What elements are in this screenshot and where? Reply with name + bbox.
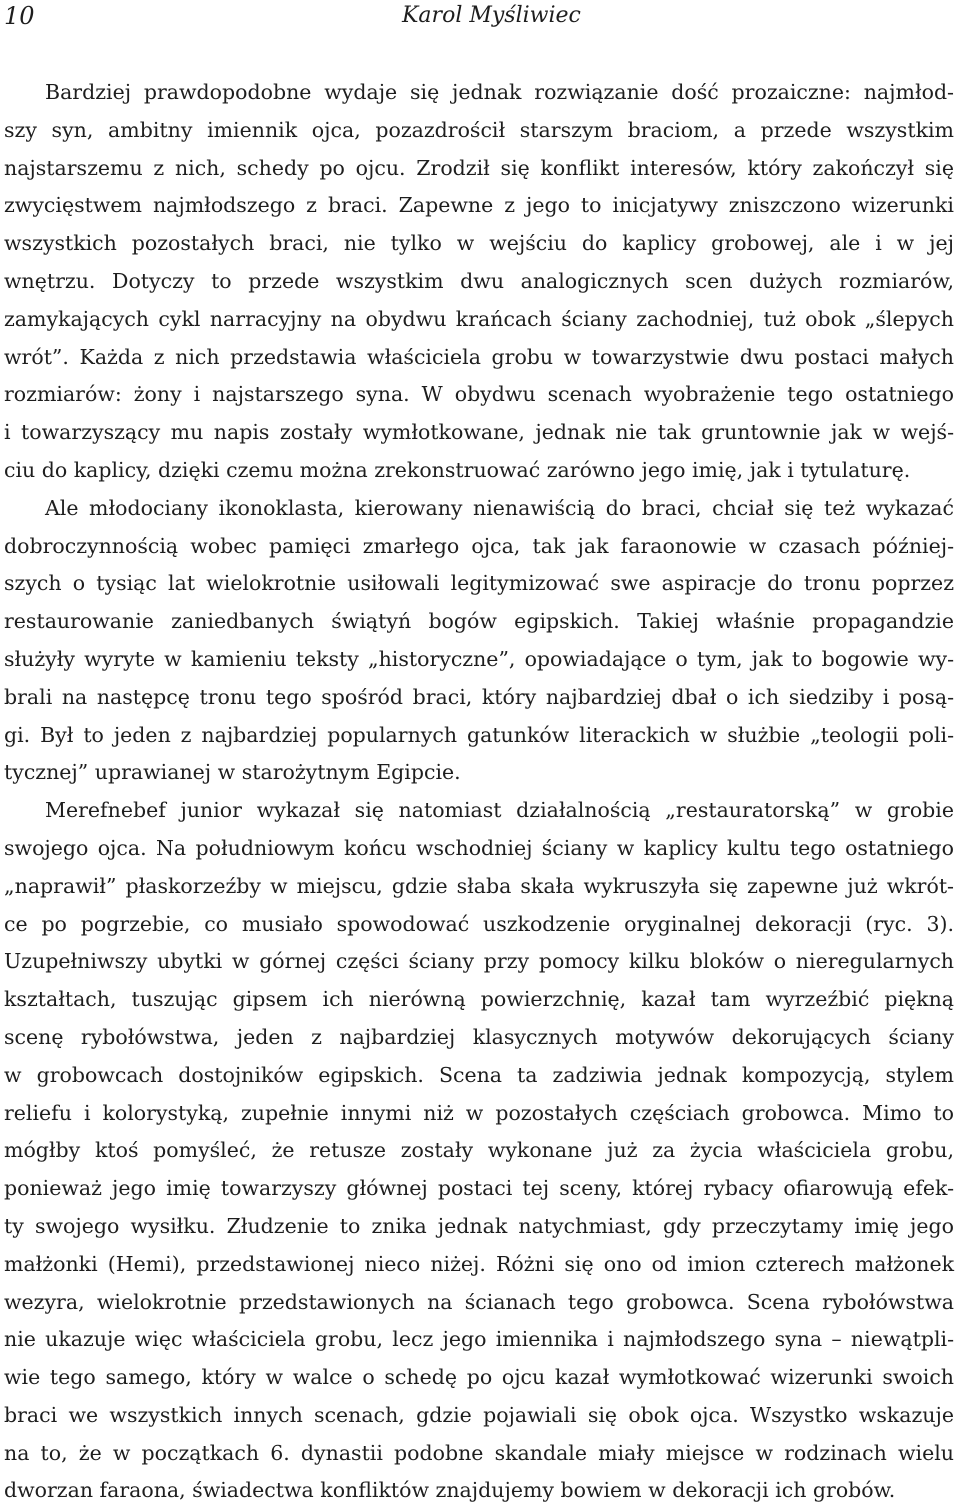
text-line: braci we wszystkich innych scenach, gdzie pojawiali się obok ojca. Wszystko wskazuje [4, 1402, 954, 1427]
text-line: służyły wyryte w kamieniu teksty „historyczne”, opowiadające o tym, jak to bogowie wy- [4, 646, 954, 671]
text-line: małżonki (Hemi), przedstawionej nieco niżej. Różni się ono od imion czterech małżonek [4, 1251, 954, 1276]
paragraph-3 [4, 792, 954, 1510]
text-line: w grobowcach dostojników egipskich. Scena ta zadziwia jednak kompozycją, stylem [4, 1062, 954, 1087]
paragraph-1 [4, 74, 954, 490]
text-line: „naprawił” płaskorzeźby w miejscu, gdzie słaba skała wykruszyła się zapewne już wkrót- [4, 873, 954, 898]
text-line: zamykających cykl narracyjny na obydwu krańcach ściany zachodniej, tuż obok „ślepych [4, 306, 954, 331]
body-text [4, 74, 954, 1510]
text-line: tycznej” uprawianej w starożytnym Egipcie. [4, 760, 461, 785]
text-line: szych o tysiąc lat wielokrotnie usiłowali legitymizować swe aspiracje do tronu poprzez [4, 571, 954, 596]
page-number: 10 [4, 2, 35, 30]
text-line: mógłby ktoś pomyśleć, że retusze zostały wykonane już za życia właściciela grobu, [4, 1138, 954, 1163]
text-line: nie ukazuje więc właściciela grobu, lecz jego imiennika i najmłodszego syna – niewątpli- [4, 1327, 954, 1352]
text-line: ponieważ jego imię towarzyszy głównej postaci tej sceny, której rybacy ofiarowują efek- [4, 1176, 954, 1201]
text-line: brali na następcę tronu tego spośród braci, który najbardziej dbał o ich siedziby i posą- [4, 684, 954, 709]
text-line: na to, że w początkach 6. dynastii podobne skandale miały miejsce w rodzinach wielu [4, 1440, 954, 1465]
text-line: najstarszemu z nich, schedy po ojcu. Zrodził się konflikt interesów, który zakończył się [4, 155, 954, 180]
text-line: Ale młodociany ikonoklasta, kierowany nienawiścią do braci, chciał się też wykazać [45, 495, 954, 520]
text-line: wnętrzu. Dotyczy to przede wszystkim dwu analogicznych scen dużych rozmiarów, [4, 268, 954, 293]
text-line: wie tego samego, który w walce o schedę po ojcu kazał wymłotkować wizerunki swoich [4, 1365, 954, 1390]
text-line: ciu do kaplicy, dzięki czemu można zrekonstruować zarówno jego imię, jak i tytulaturę. [4, 457, 911, 482]
page-header [4, 0, 952, 32]
text-line: rozmiarów: żony i najstarszego syna. W obydwu scenach wyobrażenie tego ostatniego [4, 382, 954, 407]
text-line: wezyra, wielokrotnie przedstawionych na ścianach tego grobowca. Scena rybołówstwa [4, 1289, 954, 1314]
text-line: zwycięstwem najmłodszego z braci. Zapewne z jego to inicjatywy zniszczono wizerunki [4, 193, 954, 218]
text-line: dworzan faraona, świadectwa konfliktów znajdujemy bowiem w dekoracji ich grobów. [4, 1478, 896, 1503]
text-line: szy syn, ambitny imiennik ojca, pozazdrościł starszym braciom, a przede wszystkim [4, 117, 954, 142]
text-line: wrót”. Każda z nich przedstawia właściciela grobu w towarzystwie dwu postaci małych [4, 344, 954, 369]
text-line: swojego ojca. Na południowym końcu wschodniej ściany w kaplicy kultu tego ostatniego [4, 835, 954, 860]
text-line: ce po pogrzebie, co musiało spowodować uszkodzenie oryginalnej dekoracji (ryc. 3). [4, 911, 954, 936]
text-line: gi. Był to jeden z najbardziej popularnych gatunków literackich w służbie „teologii poli- [4, 722, 954, 747]
text-line: scenę rybołówstwa, jeden z najbardziej klasycznych motywów dekorujących ściany [4, 1024, 954, 1049]
text-line: Merefnebef junior wykazał się natomiast działalnością „restauratorską” w grobie [45, 798, 954, 823]
text-line: reliefu i kolorystyką, zupełnie innymi niż w pozostałych częściach grobowca. Mimo to [4, 1100, 954, 1125]
text-line: dobroczynnością wobec pamięci zmarłego ojca, tak jak faraonowie w czasach później- [4, 533, 954, 558]
text-line: ty swojego wysiłku. Złudzenie to znika jednak natychmiast, gdy przeczytamy imię jego [4, 1213, 954, 1238]
text-line: i towarzyszący mu napis zostały wymłotkowane, jednak nie tak gruntownie jak w wejś- [4, 420, 954, 445]
text-line: Uzupełniwszy ubytki w górnej części ściany przy pomocy kilku bloków o nieregularnych [4, 949, 954, 974]
running-head-author: Karol Myśliwiec [402, 3, 581, 28]
text-line: Bardziej prawdopodobne wydaje się jednak rozwiązanie dość prozaiczne: najmłod- [45, 80, 954, 104]
text-line: kształtach, tuszując gipsem ich nierówną powierzchnię, kazał tam wyrzeźbić piękną [4, 987, 954, 1012]
text-line: wszystkich pozostałych braci, nie tylko w wejściu do kaplicy grobowej, ale i w jej [4, 231, 954, 256]
paragraph-2 [4, 490, 954, 792]
text-line: restaurowanie zaniedbanych świątyń bogów egipskich. Takiej właśnie propagandzie [4, 609, 954, 634]
